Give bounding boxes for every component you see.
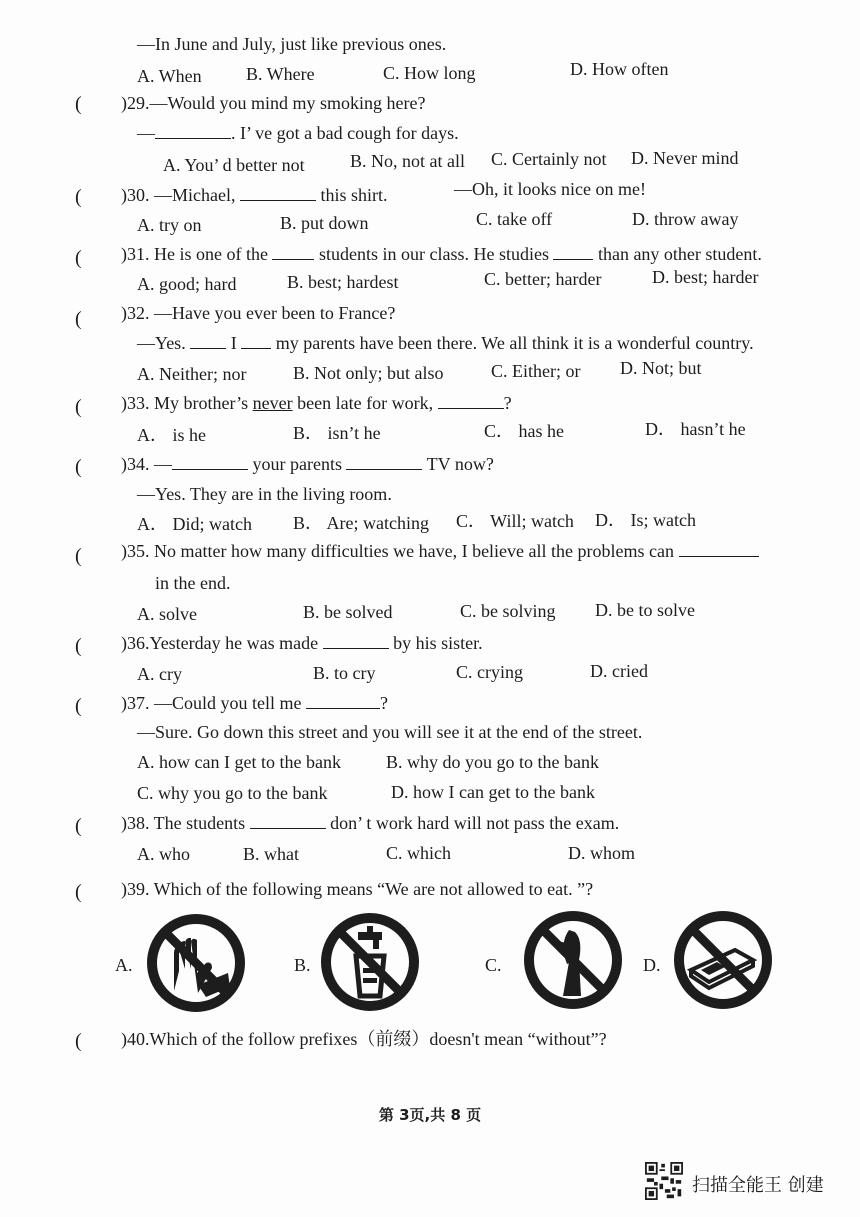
q31-blank-1[interactable] — [272, 243, 314, 260]
q39-option-c-label: C. — [485, 955, 502, 975]
q33-p1: )33. My brother’s — [121, 393, 249, 413]
q32-option-c: C. Either; or — [491, 361, 581, 381]
q35-option-b: B. be solved — [303, 602, 393, 622]
q39-option-d-label: D. — [643, 955, 661, 975]
no-eating-icon — [523, 910, 623, 1010]
q33-option-a: A． is he — [137, 425, 206, 445]
q36-option-d: D. cried — [590, 661, 648, 681]
q29-paren: ( — [75, 93, 82, 115]
q38-blank[interactable] — [250, 812, 326, 829]
q29-option-c: C. Certainly not — [491, 149, 607, 169]
q30-option-a: A. try on — [137, 215, 202, 235]
q39-option-b-label: B. — [294, 955, 311, 975]
q39-stem: )39. Which of the following means “We are not allowed to eat. ”? — [121, 879, 594, 899]
q31-option-a: A. good; hard — [137, 274, 237, 294]
q33-stem — [121, 392, 512, 414]
q33-p3: ? — [503, 393, 512, 413]
q32-option-b: B. Not only; but also — [293, 363, 444, 383]
q34-option-d: D． Is; watch — [595, 510, 696, 530]
q34-p3: TV now? — [426, 454, 494, 474]
q29-dash: — — [137, 123, 155, 143]
q28-option-b: B. Where — [246, 64, 315, 84]
q30-option-d: D. throw away — [632, 209, 739, 229]
q33-p2: been late for work, — [297, 393, 434, 413]
q34-option-a: A． Did; watch — [137, 514, 252, 534]
q29-stem: )29.—Would you mind my smoking here? — [121, 93, 426, 113]
q34-option-b: B． Are; watching — [293, 513, 429, 533]
q32-blank-2[interactable] — [241, 332, 271, 349]
q36-stem — [121, 632, 483, 654]
q29-option-d: D. Never mind — [631, 148, 739, 168]
q38-p2: don’ t work hard will not pass the exam. — [330, 813, 620, 833]
q37-option-c: C. why you go to the bank — [137, 783, 328, 803]
q37-option-b: B. why do you go to the bank — [386, 752, 599, 772]
q35-option-c: C. be solving — [460, 601, 556, 621]
q37-paren: ( — [75, 695, 82, 717]
q32-option-a: A. Neither; nor — [137, 364, 247, 384]
q31-paren: ( — [75, 247, 82, 269]
q32-stem: )32. —Have you ever been to France? — [121, 303, 396, 323]
q35-option-d: D. be to solve — [595, 600, 695, 620]
q34-option-c: C． Will; watch — [456, 511, 574, 531]
q31-option-b: B. best; hardest — [287, 272, 399, 292]
q32-p2: I — [230, 333, 237, 353]
q37-option-a: A. how can I get to the bank — [137, 752, 341, 772]
q31-option-d: D. best; harder — [652, 267, 759, 287]
page-number: 第 3页,共 8 页 — [378, 1106, 482, 1124]
q35-blank[interactable] — [679, 540, 759, 557]
q38-option-c: C. which — [386, 843, 451, 863]
q40-stem: )40.Which of the follow prefixes（前缀）doesn't mean “without”? — [121, 1029, 607, 1049]
no-touching-icon — [146, 913, 246, 1013]
q34-p1: )34. — — [121, 454, 172, 474]
q30-option-c: C. take off — [476, 209, 553, 229]
q37-stem — [121, 692, 388, 714]
q28-option-c: C. How long — [383, 63, 476, 83]
q36-p2: by his sister. — [393, 633, 483, 653]
q33-option-c: C． has he — [484, 421, 564, 441]
qr-code-icon — [645, 1162, 683, 1200]
q36-blank[interactable] — [323, 632, 389, 649]
q32-option-d: D. Not; but — [620, 358, 702, 378]
q32-blank-1[interactable] — [190, 332, 226, 349]
q30-stem — [121, 184, 387, 206]
q39-option-a-label: A. — [115, 955, 133, 975]
q36-option-c: C. crying — [456, 662, 523, 682]
no-smoking-matchbox-icon — [673, 910, 773, 1010]
q38-option-b: B. what — [243, 844, 299, 864]
q33-paren: ( — [75, 396, 82, 418]
q34-p2: your parents — [252, 454, 342, 474]
no-drinking-icon — [320, 912, 420, 1012]
q35-stem — [121, 540, 759, 562]
q38-stem — [121, 812, 619, 834]
q38-option-a: A. who — [137, 844, 190, 864]
q37-reply: —Sure. Go down this street and you will see it at the end of the street. — [137, 722, 643, 742]
q36-option-b: B. to cry — [313, 663, 376, 683]
q29-blank[interactable] — [155, 122, 231, 139]
q37-blank[interactable] — [306, 692, 380, 709]
q34-blank-2[interactable] — [346, 453, 422, 470]
q28-option-a: A. When — [137, 66, 202, 86]
q31-stem-p2: students in our class. He studies — [318, 244, 549, 264]
q30-reply: —Oh, it looks nice on me! — [454, 179, 646, 199]
scanner-brand-label: 扫描全能王 创建 — [692, 1175, 824, 1196]
q39-paren: ( — [75, 881, 82, 903]
q30-stem-end: this shirt. — [320, 185, 388, 205]
q32-line2 — [137, 332, 754, 354]
q29-option-b: B. No, not at all — [350, 151, 465, 171]
q31-option-c: C. better; harder — [484, 269, 602, 289]
q37-option-d: D. how I can get to the bank — [391, 782, 595, 802]
q29-rest: . I’ ve got a bad cough for days. — [231, 123, 459, 143]
q30-option-b: B. put down — [280, 213, 369, 233]
q33-option-d: D． hasn’t he — [645, 419, 746, 439]
q32-paren: ( — [75, 308, 82, 330]
q36-p1: )36.Yesterday he was made — [121, 633, 319, 653]
q32-p1: —Yes. — [137, 333, 186, 353]
q38-paren: ( — [75, 815, 82, 837]
q35-paren: ( — [75, 545, 82, 567]
q34-reply: —Yes. They are in the living room. — [137, 484, 392, 504]
q31-stem-p3: than any other student. — [597, 244, 762, 264]
q36-paren: ( — [75, 635, 82, 657]
q38-option-d: D. whom — [568, 843, 635, 863]
q35-continuation: in the end. — [155, 573, 231, 593]
q32-p3: my parents have been there. We all think it is a wonderful country. — [275, 333, 754, 353]
q34-blank-1[interactable] — [172, 453, 248, 470]
q31-stem — [121, 243, 762, 265]
q28-answer: —In June and July, just like previous ones. — [137, 34, 447, 54]
q40-paren: ( — [75, 1030, 82, 1052]
q30-paren: ( — [75, 186, 82, 208]
q34-paren: ( — [75, 456, 82, 478]
q35-option-a: A. solve — [137, 604, 197, 624]
q37-p1: )37. —Could you tell me — [121, 693, 302, 713]
q31-blank-2[interactable] — [553, 243, 593, 260]
q30-stem-start: )30. —Michael, — [121, 185, 236, 205]
q33-option-b: B． isn’t he — [293, 423, 381, 443]
q36-option-a: A. cry — [137, 664, 182, 684]
q28-option-d: D. How often — [570, 59, 669, 79]
q37-p2: ? — [379, 693, 388, 713]
q34-stem — [121, 453, 494, 475]
q35-stem-text: )35. No matter how many difficulties we have, I believe all the problems can — [121, 541, 674, 561]
q29-line2 — [137, 122, 459, 144]
q29-option-a: A. You’ d better not — [163, 155, 305, 175]
q30-blank[interactable] — [240, 184, 316, 201]
q31-stem-p1: )31. He is one of the — [121, 244, 268, 264]
q33-blank[interactable] — [438, 392, 504, 409]
q38-p1: )38. The students — [121, 813, 246, 833]
q33-never-underlined: never — [252, 393, 293, 413]
